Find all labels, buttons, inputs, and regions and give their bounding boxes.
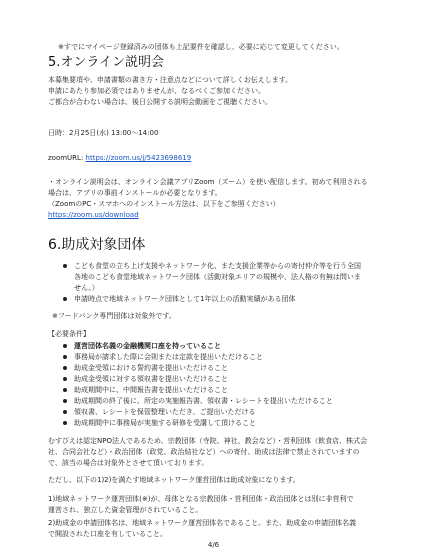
bullet-dot [63,399,67,403]
bullet-dot [63,388,67,392]
section5-note-2: 場合は、アプリの事前インストールが必要となります。 [48,189,222,197]
section6-bullet-1-line-3: せん。） [74,284,99,292]
zoom-meeting-link[interactable]: https://zoom.us/j/5423698619 [85,154,192,162]
section6-bullet-1-line-1: こども食堂の立ち上げ支援やネットワーク化、また支援企業等からの寄付仲介等を行う全国 [74,262,361,270]
zoom-url-label: zoomURL: [48,154,86,162]
section5-datetime: 日時：2月25日(水) 13:00～14:00 [48,129,159,137]
requirement-6: 助成期間の終了後に、所定の実施報告書、領収書・レシートを提出いただけること [74,397,333,405]
section5-note-1: ・オンライン説明会は、オンライン会議アプリZoom（ズーム）を使い配信します。初めて利用される [48,178,368,186]
exclusion-line-3: で、該当の場合は対象外とさせて頂いております。 [48,459,209,467]
zoom-download-link-line [48,210,139,220]
bullet-dot [63,355,67,359]
section5-note-3: （ZoomのPC・スマホへのインストール方法は、以下をご参照ください） [48,200,280,208]
requirement-5: 助成期間中に、中間報告書を提出いただけること [74,386,228,394]
condition-2-line-2: で開設された口座を有していること。 [48,530,167,538]
section5-intro-3: ご都合が合わない場合は、後日公開する説明会動画をご視聴ください。 [48,98,272,106]
requirement-3: 助成金受領における誓約書を提出いただけること [74,364,228,372]
exclusion-line-2: 社、合同会社など）・政治団体（政党、政治結社など）への寄付、助成は法律で禁止されていますの [48,448,360,456]
requirement-8: 助成期間中に事務局が実施する研修を受講して頂けること [74,419,256,427]
foodbank-note: ※フードバンク専門団体は対象外です。 [52,312,176,320]
section6-bullet-1-line-2: 各地のこども食堂地域ネットワーク団体（活動対象エリアの規模や、法人格の有無は問いま [74,273,361,281]
requirement-1: 運営団体名義の金融機関口座を持っていること [74,342,221,350]
page-number: 4/6 [207,541,220,549]
zoom-download-link[interactable]: https://zoom.us/download [48,211,139,219]
requirement-4: 助成金受領に対する領収書を提出いただけること [74,375,228,383]
condition-1-line-1: 1)地域ネットワーク運営団体(※)が、母体となる宗教団体・営利団体・政治団体とは別に非営利で [48,495,354,503]
bullet-dot [63,366,67,370]
bullet-dot [63,421,67,425]
bullet-dot [63,410,67,414]
section6-heading: 6.助成対象団体 [48,237,146,253]
requirements-label: 【必要条件】 [48,330,90,338]
section6-bullet-2: 申請時点で地域ネットワーク団体として1年以上の活動実績がある団体 [74,295,296,303]
section5-intro-1: 本募集要項や、申請書類の書き方・注意点などについて詳しくお伝えします。 [48,76,293,84]
condition-2-line-1: 2)助成金の申請団体名は、地域ネットワーク運営団体名であること。また、助成金の申請団体名義 [48,519,357,527]
top-note: ※すでにマイページ登録済みの団体も上記要件を確認し、必要に応じて変更してください。 [58,43,344,51]
bullet-dot [63,377,67,381]
condition-1-line-2: 運営され、独立した資金管理がされていること。 [48,506,203,514]
condition-intro: ただし、以下の1)2)を満たす地域ネットワーク運営団体は助成対象になります。 [48,476,300,484]
section5-intro-2: 申請にあたり参加必須ではありませんが、なるべくご参加ください。 [48,87,265,95]
zoom-url-line [48,153,191,163]
bullet-dot [63,344,67,348]
requirement-7: 領収書、レシートを保管整理いただき、ご提出いただける [74,408,256,416]
exclusion-line-1: むすびえは認定NPO法人であるため、宗教団体（寺院、神社、教会など）・営利団体（飲食店、株式会 [48,437,368,445]
bullet-dot [63,264,67,268]
section5-heading: 5.オンライン説明会 [48,55,165,70]
bullet-dot [63,297,67,301]
requirement-2: 事務局が請求した際に会則または定款を提出いただけること [74,353,263,361]
